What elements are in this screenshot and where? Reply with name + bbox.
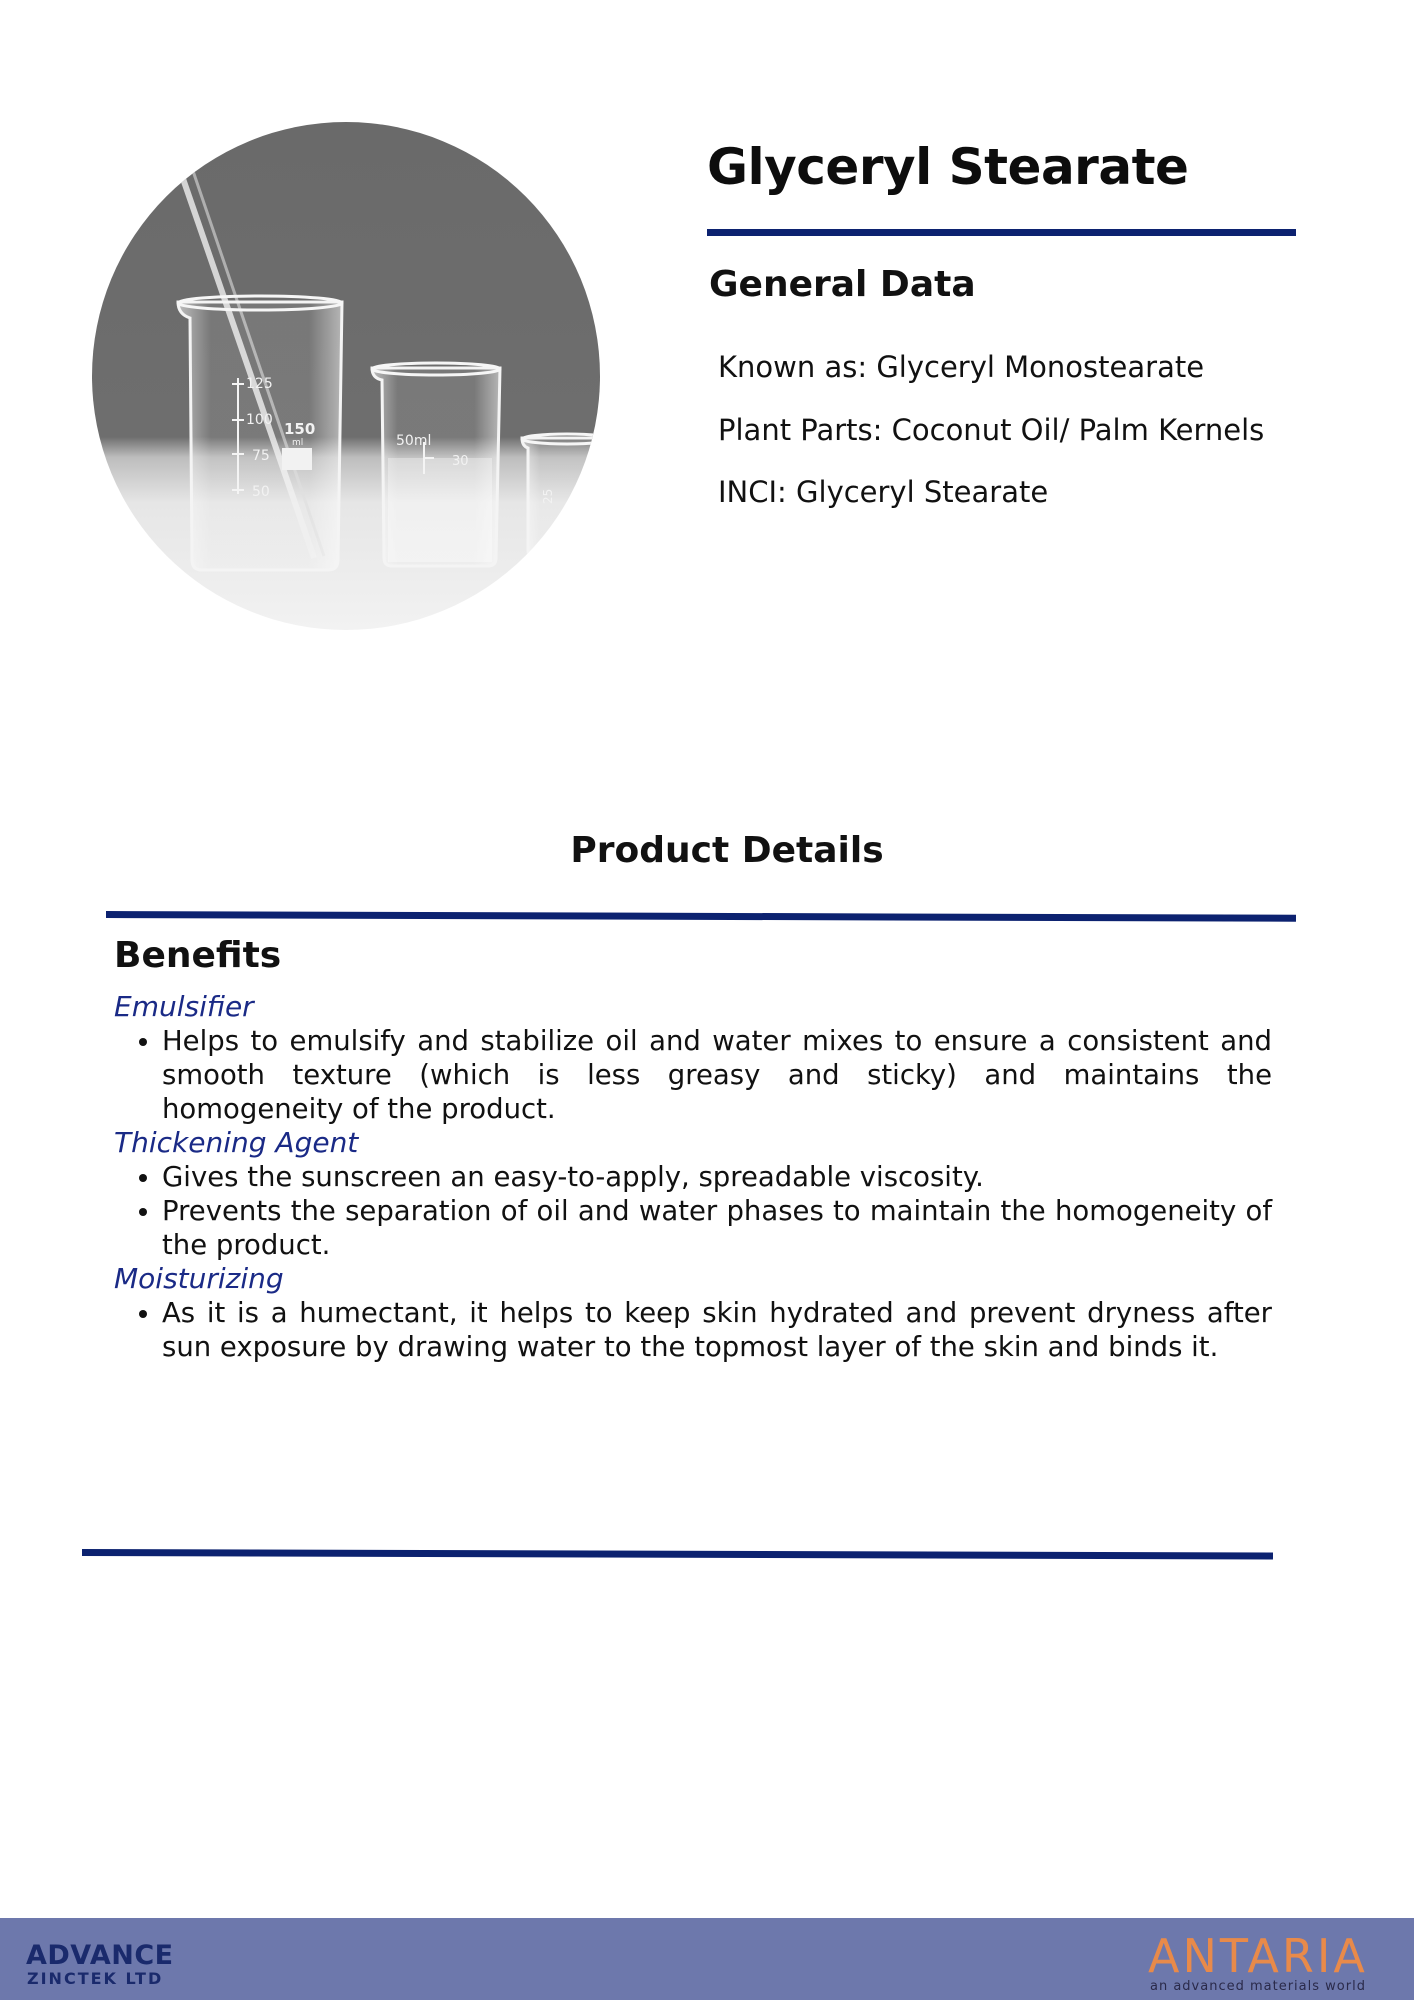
thickening-agent-points [114,1160,1272,1262]
beaker-mark-100: 100 [246,412,273,428]
beaker-mark-75: 75 [252,448,270,464]
footer-bar [0,1918,1414,2000]
beakers-illustration [92,122,600,630]
beaker-mark-150: 150 [284,420,316,438]
moisturizing-points [114,1296,1272,1364]
advance-logo-line1: ADVANCE [26,1940,174,1971]
beaker-mark-50: 50 [252,484,270,500]
beaker-mark-25: 25 [541,488,555,504]
product-details-divider [106,911,1296,922]
list-item: • As it is a humectant, it helps to keep skin hydrated and prevent dryness after sun exposure by drawing water to the topmost layer of the skin and binds it. [162,1296,1272,1364]
category-moisturizing: Moisturizing [114,1262,284,1295]
list-item: • Prevents the separation of oil and water phases to maintain the homogeneity of the product. [162,1194,1272,1262]
benefits-section [114,932,1272,1364]
product-photo [92,122,600,630]
list-item: • Gives the sunscreen an easy-to-apply, spreadable viscosity. [162,1160,1272,1194]
medium-beaker [372,363,500,566]
bottom-divider [82,1549,1273,1560]
plant-parts-item: Plant Parts: Coconut Oil/ Palm Kernels [718,412,1265,447]
beaker-mark-30: 30 [452,454,469,469]
title-divider [707,229,1296,236]
advance-zinctek-logo [26,1938,204,1988]
general-data-heading: General Data [709,264,976,305]
category-thickening-agent: Thickening Agent [114,1126,359,1159]
product-details-heading: Product Details [570,830,884,871]
general-data-list [718,336,1264,524]
small-beaker [522,434,600,558]
list-item: • Helps to emulsify and stabilize oil and water mixes to ensure a consistent and smooth texture (which is less greasy and sticky) and maintains the homogeneity of the product. [162,1024,1272,1126]
large-beaker [178,296,342,570]
category-emulsifier: Emulsifier [114,990,254,1023]
antaria-logo [1146,1928,1396,1996]
benefits-heading: Benefits [114,935,282,976]
beaker-mark-50ml: 50ml [396,433,432,449]
beaker-mark-ml: ml [292,438,304,448]
advance-logo-line2: ZINCTEK LTD [27,1969,164,1988]
product-title: Glyceryl Stearate [707,138,1189,196]
known-as-item: Known as: Glyceryl Monostearate [718,350,1205,384]
beaker-mark-125: 125 [246,376,273,392]
inci-item: INCI: Glyceryl Stearate [718,475,1049,509]
antaria-logo-tagline: an advanced materials world [1150,1979,1366,1994]
antaria-logo-name: ANTARIA [1148,1929,1368,1983]
emulsifier-points [114,1024,1272,1126]
